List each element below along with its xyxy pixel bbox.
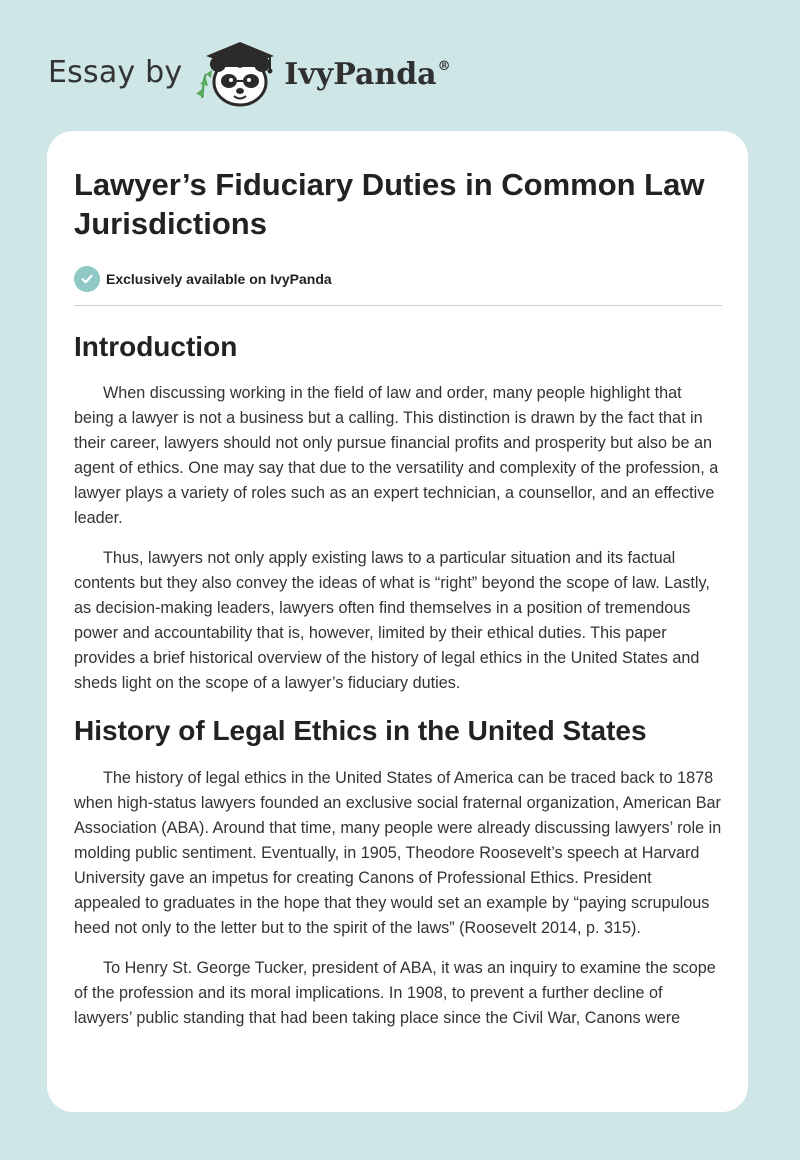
- section-heading-introduction: Introduction: [74, 331, 238, 362]
- exclusive-badge: [74, 265, 722, 293]
- brand-name[interactable]: [284, 57, 450, 92]
- paragraph: The history of legal ethics in the United States of America can be traced back to 1878 when high-status lawyers founded an exclusive social fraternal organization, American Bar Association (ABA). Around that time, many people were already discussing lawyers’ role in molding public sentiment. Eventually, in 1905, Theodore Roosevelt’s speech at Harvard University gave an impetus for creating Canons of Professional Ethics. President appealed to graduates in the hope that they would set an example by “paying scrupulous heed not only to the letter but to the spirit of the laws” (Roosevelt 2014, p. 315).: [74, 769, 722, 937]
- registered-mark: ®: [437, 58, 451, 74]
- essay-title: Lawyer’s Fiduciary Duties in Common Law Jurisdictions: [74, 167, 705, 241]
- title-divider: [74, 305, 722, 306]
- paragraph: To Henry St. George Tucker, president of ABA, it was an inquiry to examine the scope of the profession and its moral implications. In 1908, to prevent a further decline of lawyers’ public standing that had been taking place since the Civil War, Canons were: [74, 959, 716, 1027]
- essay-card: [47, 131, 748, 1112]
- paragraph: When discussing working in the field of law and order, many people highlight that being a lawyer is not a business but a calling. This distinction is drawn by the fact that in their career, lawyers should not only pursue financial profits and prosperity but also be an agent of ethics. One may say that due to the versatility and complexity of the profession, a lawyer plays a variety of roles such as an expert technician, a counsellor, and an effective leader.: [74, 384, 719, 527]
- brand-name-text: IvyPanda: [284, 56, 437, 92]
- essay-by-label: Essay by: [48, 54, 183, 90]
- exclusive-label: Exclusively available on IvyPanda: [106, 271, 332, 287]
- site-header: [48, 36, 451, 108]
- paragraph: Thus, lawyers not only apply existing laws to a particular situation and its factual contents but they also convey the ideas of what is “right” beyond the scope of law. Lastly, as decision-making leaders, lawyers often find themselves in a position of tremendous power and accountability that is, however, limited by their ethical duties. This paper provides a brief historical overview of the history of legal ethics in the United States and sheds light on the scope of a lawyer’s fiduciary duties.: [74, 549, 710, 692]
- section-heading-history: History of Legal Ethics in the United States: [74, 715, 647, 746]
- panda-logo-icon: [190, 36, 282, 108]
- check-icon: [74, 266, 100, 292]
